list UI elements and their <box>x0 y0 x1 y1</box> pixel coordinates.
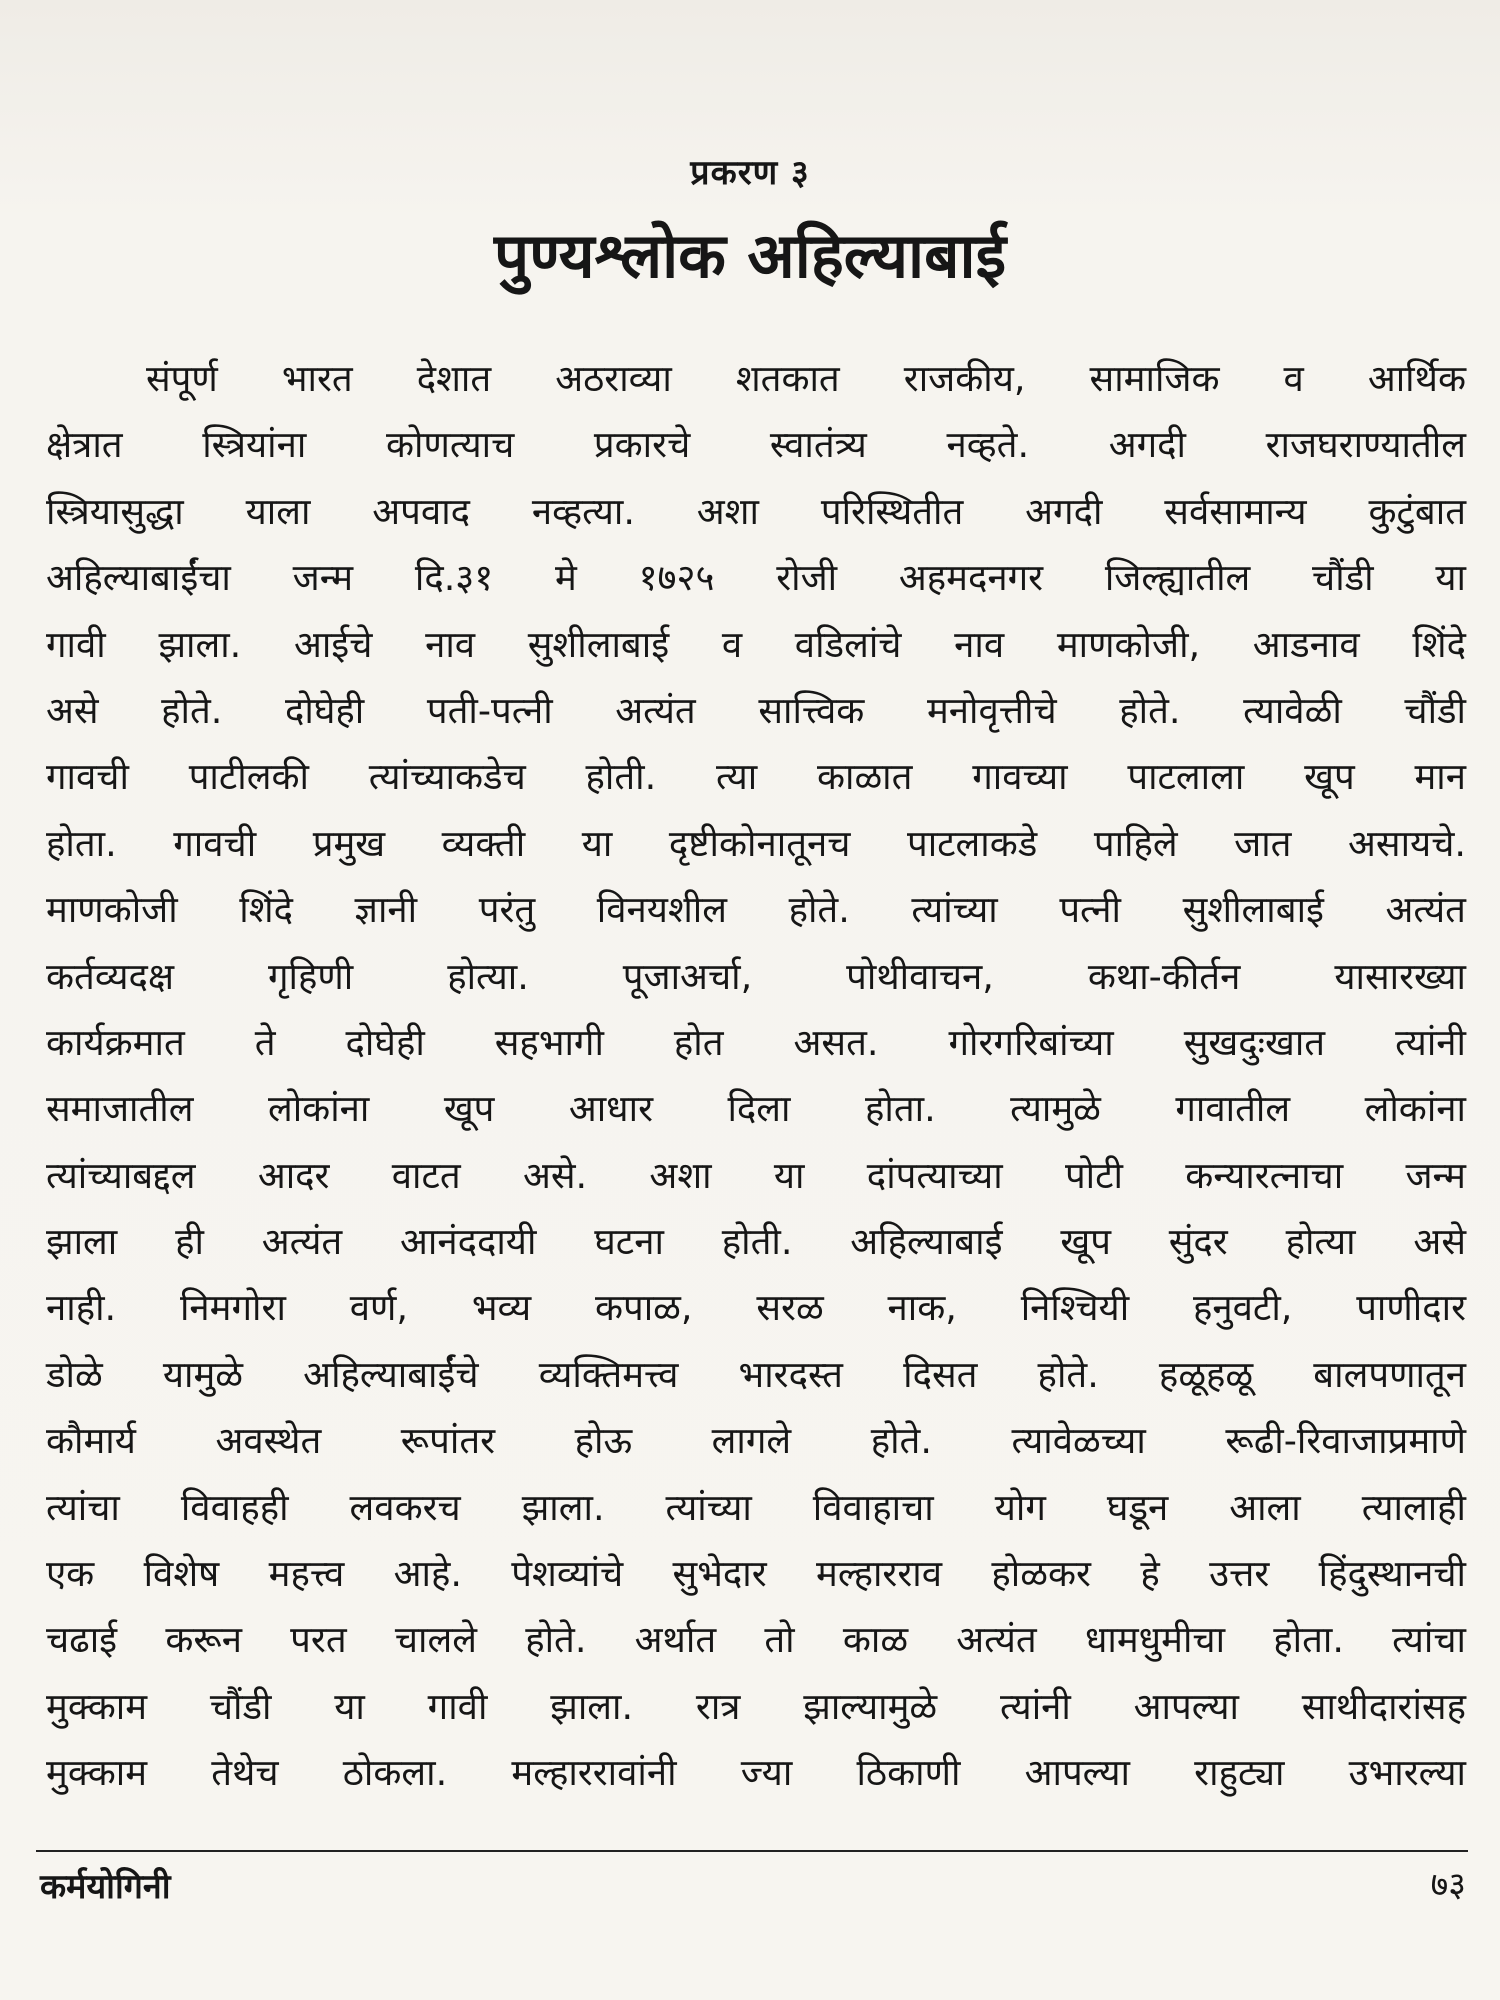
text-line: होता. गावची प्रमुख व्यक्ती या दृष्टीकोनातूनच पाटलाकडे पाहिले जात असायचे. <box>46 821 1466 865</box>
text-line: मुक्काम चौंडी या गावी झाला. रात्र झाल्यामुळे त्यांनी आपल्या साथीदारांसह <box>46 1684 1466 1728</box>
text-line: नाही. निमगोरा वर्ण, भव्य कपाळ, सरळ नाक, निश्चियी हनुवटी, पाणीदार <box>46 1286 1466 1330</box>
text-line: कर्तव्यदक्ष गृहिणी होत्या. पूजाअर्चा, पोथीवाचन, कथा-कीर्तन यासारख्या <box>46 954 1466 998</box>
footer-divider <box>36 1850 1468 1852</box>
text-line: झाला ही अत्यंत आनंददायी घटना होती. अहिल्याबाई खूप सुंदर होत्या असे <box>46 1220 1466 1264</box>
text-line: चढाई करून परत चालले होते. अर्थात तो काळ अत्यंत धामधुमीचा होता. त्यांचा <box>46 1618 1466 1662</box>
text-line: कार्यक्रमात ते दोघेही सहभागी होत असत. गोरगरिबांच्या सुखदुःखात त्यांनी <box>46 1020 1466 1064</box>
text-line: समाजातील लोकांना खूप आधार दिला होता. त्यामुळे गावातील लोकांना <box>46 1087 1466 1131</box>
text-line: माणकोजी शिंदे ज्ञानी परंतु विनयशील होते. त्यांच्या पत्नी सुशीलाबाई अत्यंत <box>46 888 1466 932</box>
body-text <box>46 346 1466 1807</box>
text-line: क्षेत्रात स्त्रियांना कोणत्याच प्रकारचे स्वातंत्र्य नव्हते. अगदी राजघराण्यातील <box>46 423 1466 467</box>
chapter-heading: प्रकरण ३ <box>690 153 810 193</box>
text-line: एक विशेष महत्त्व आहे. पेशव्यांचे सुभेदार मल्हारराव होळकर हे उत्तर हिंदुस्थानची <box>46 1552 1466 1596</box>
text-line: त्यांचा विवाहही लवकरच झाला. त्यांच्या विवाहाचा योग घडून आला त्यालाही <box>46 1485 1466 1529</box>
page-number: ७३ <box>1430 1865 1466 1905</box>
chapter-title: पुण्यश्लोक अहिल्याबाई <box>493 219 1007 292</box>
text-line: मुक्काम तेथेच ठोकला. मल्हाररावांनी ज्या ठिकाणी आपल्या राहुट्या उभारल्या <box>46 1751 1466 1795</box>
book-title: कर्मयोगिनी <box>40 1867 171 1907</box>
text-line: स्त्रियासुद्धा याला अपवाद नव्हत्या. अशा परिस्थितीत अगदी सर्वसामान्य कुटुंबात <box>46 489 1466 533</box>
text-line: डोळे यामुळे अहिल्याबाईंचे व्यक्तिमत्त्व भारदस्त दिसत होते. हळूहळू बालपणातून <box>46 1352 1466 1396</box>
text-line: गावी झाला. आईचे नाव सुशीलाबाई व वडिलांचे नाव माणकोजी, आडनाव शिंदे <box>46 622 1466 666</box>
text-line: गावची पाटीलकी त्यांच्याकडेच होती. त्या काळात गावच्या पाटलाला खूप मान <box>46 755 1466 799</box>
text-line: त्यांच्याबद्दल आदर वाटत असे. अशा या दांपत्याच्या पोटी कन्यारत्नाचा जन्म <box>46 1153 1466 1197</box>
text-line: असे होते. दोघेही पती-पत्नी अत्यंत सात्त्विक मनोवृत्तीचे होते. त्यावेळी चौंडी <box>46 688 1466 732</box>
text-line: संपूर्ण भारत देशात अठराव्या शतकात राजकीय, सामाजिक व आर्थिक <box>146 357 1466 400</box>
text-line: कौमार्य अवस्थेत रूपांतर होऊ लागले होते. त्यावेळच्या रूढी-रिवाजाप्रमाणे <box>46 1419 1466 1463</box>
text-line: अहिल्याबाईंचा जन्म दि.३१ मे १७२५ रोजी अहमदनगर जिल्ह्यातील चौंडी या <box>46 556 1466 600</box>
